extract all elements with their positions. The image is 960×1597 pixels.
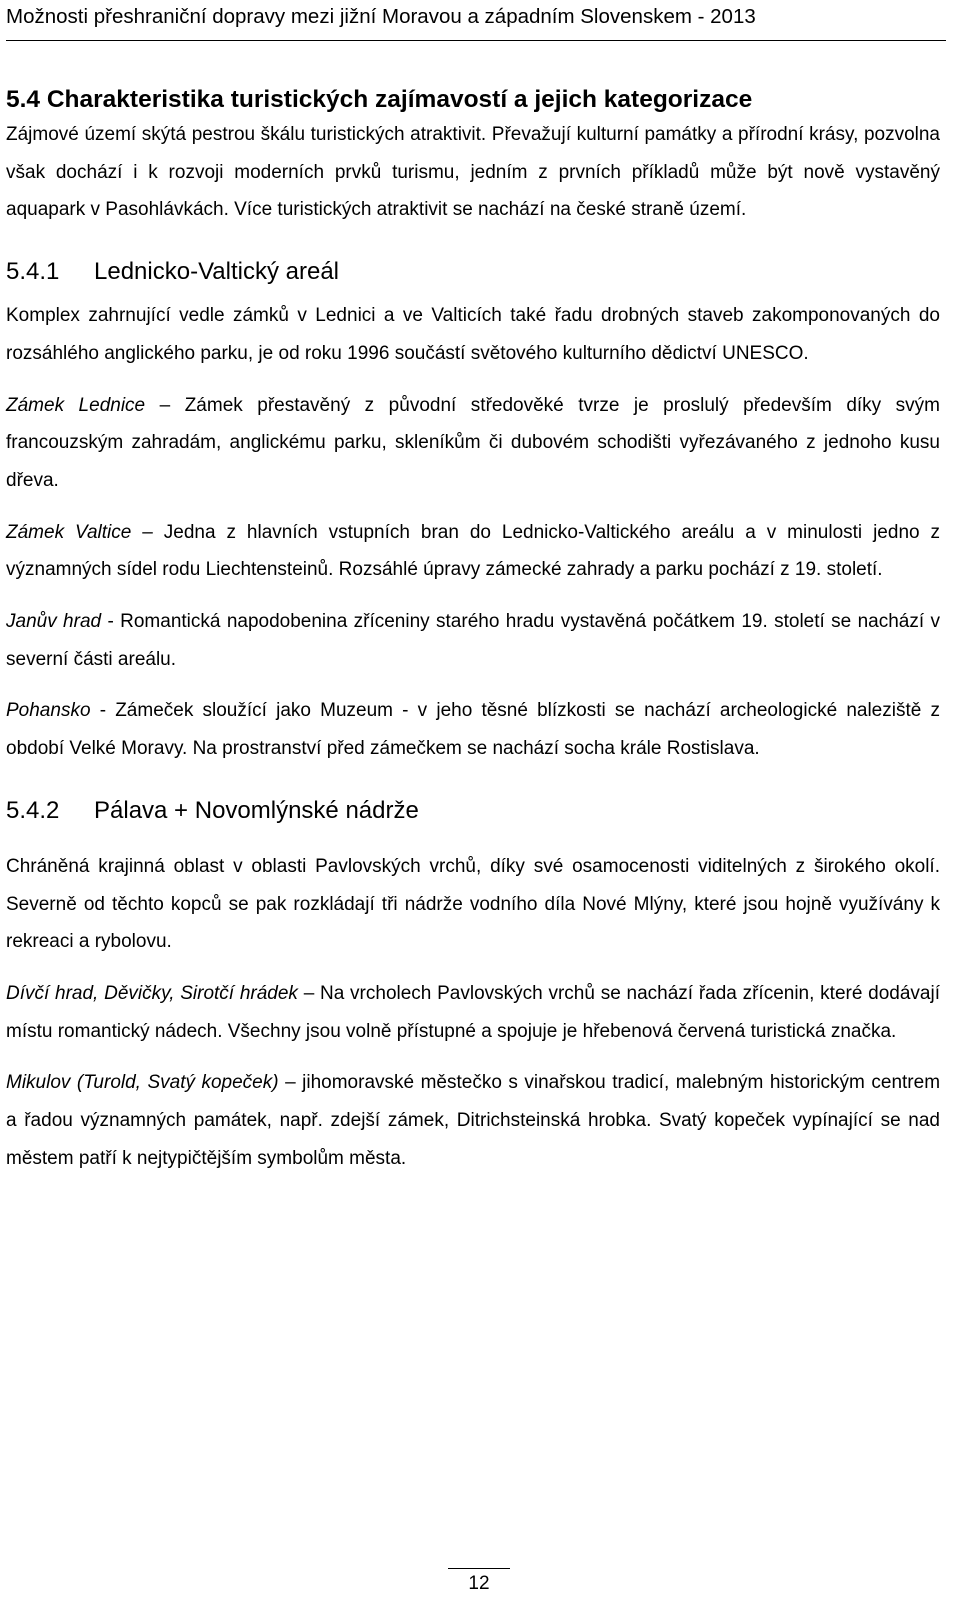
item-term: Dívčí hrad, Děvičky, Sirotčí hrádek xyxy=(6,982,298,1004)
item-zamek-valtice xyxy=(6,514,940,589)
subsection-1-number: 5.4.1 xyxy=(6,258,60,286)
item-term: Janův hrad xyxy=(6,611,102,633)
item-separator: - xyxy=(101,611,121,633)
item-text: Na vrcholech Pavlovských vrchů se nachází řada zřícenin, které dodávají místu romantický nádech. Všechny jsou volně přístupné a spojuje je hřebenová červená turistická značka. xyxy=(6,982,940,1042)
item-term: Mikulov (Turold, Svatý kopeček) xyxy=(6,1072,279,1094)
item-pohansko xyxy=(6,692,940,767)
item-term: Zámek Lednice xyxy=(6,394,146,416)
running-header: Možnosti přeshraniční dopravy mezi jižní Moravou a západním Slovenskem - 2013 xyxy=(6,5,756,28)
item-zamek-lednice xyxy=(6,387,940,500)
item-text: Zámeček sloužící jako Muzeum - v jeho těsné blízkosti se nachází archeologické naleziště z období Velké Moravy. Na prostranství před zámečkem se nachází socha krále Rostislava. xyxy=(6,700,940,760)
item-januv-hrad xyxy=(6,603,940,678)
item-text: jihomoravské městečko s vinařskou tradicí, malebným historickým centrem a řadou významných památek, např. zdejší zámek, Ditrichsteinská hrobka. Svatý kopeček vypínající se nad městem patří k nejtypičtějším symbolům města. xyxy=(6,1072,941,1169)
subsection-2-title: Pálava + Novomlýnské nádrže xyxy=(94,796,419,824)
subsection-1-intro: Komplex zahrnující vedle zámků v Lednici a ve Valticích také řadu drobných staveb zakomponovaných do rozsáhlého anglického parku, je od roku 1996 součástí světového kulturního dědictví UNESCO. xyxy=(6,305,940,364)
item-separator: – xyxy=(131,521,164,543)
subsection-2-heading xyxy=(6,794,940,828)
subsection-1-title: Lednicko-Valtický areál xyxy=(94,258,340,286)
item-separator: - xyxy=(90,700,116,722)
page-number: 12 xyxy=(468,1573,490,1594)
item-term: Zámek Valtice xyxy=(6,521,132,543)
item-text: Zámek přestavěný z původní středověké tvrze je proslulý především díky svým francouzským zahradám, anglickému parku, skleníkům či dubovém schodišti vyřezávaného z jednoho kusu dřeva. xyxy=(6,394,941,491)
subsection-2-intro: Chráněná krajinná oblast v oblasti Pavlovských vrchů, díky své osamocenosti viditelných z širokého okolí. Severně od těchto kopců se pak rozkládají tři nádrže vodního díla Nové Mlýny, které jsou hojně využívány k rekreaci a rybolovu. xyxy=(6,855,940,953)
subsection-2-number: 5.4.2 xyxy=(6,796,60,824)
item-term: Pohansko xyxy=(6,700,91,722)
item-text: Jedna z hlavních vstupních bran do Lednicko-Valtického areálu a v minulosti jedno z významných sídel rodu Liechtensteinů. Rozsáhlé úpravy zámecké zahrady a parku pochází z 19. století. xyxy=(6,521,941,581)
subsection-1-heading xyxy=(6,255,940,289)
section-intro: Zájmové území skýtá pestrou škálu turistických atraktivit. Převažují kulturní památky a přírodní krásy, pozvolna však dochází i k rozvoji moderních prvků turismu, jedním z prvních příkladů může být nově vystavěný aquapark v Pasohlávkách. Více turistických atraktivit se nachází na české straně území. xyxy=(6,124,940,221)
page-content xyxy=(6,84,940,1177)
section-title: 5.4 Charakteristika turistických zajímavostí a jejich kategorizace xyxy=(6,86,753,113)
header-rule xyxy=(6,40,946,41)
item-separator: – xyxy=(145,394,185,416)
item-mikulov xyxy=(6,1064,940,1177)
footer-rule xyxy=(448,1568,510,1569)
item-separator: – xyxy=(297,982,321,1004)
item-text: Romantická napodobenina zříceniny starého hradu vystavěná počátkem 19. století se nachází v severní části areálu. xyxy=(6,611,940,670)
item-separator: – xyxy=(278,1072,303,1094)
item-divci-hrad xyxy=(6,975,940,1050)
